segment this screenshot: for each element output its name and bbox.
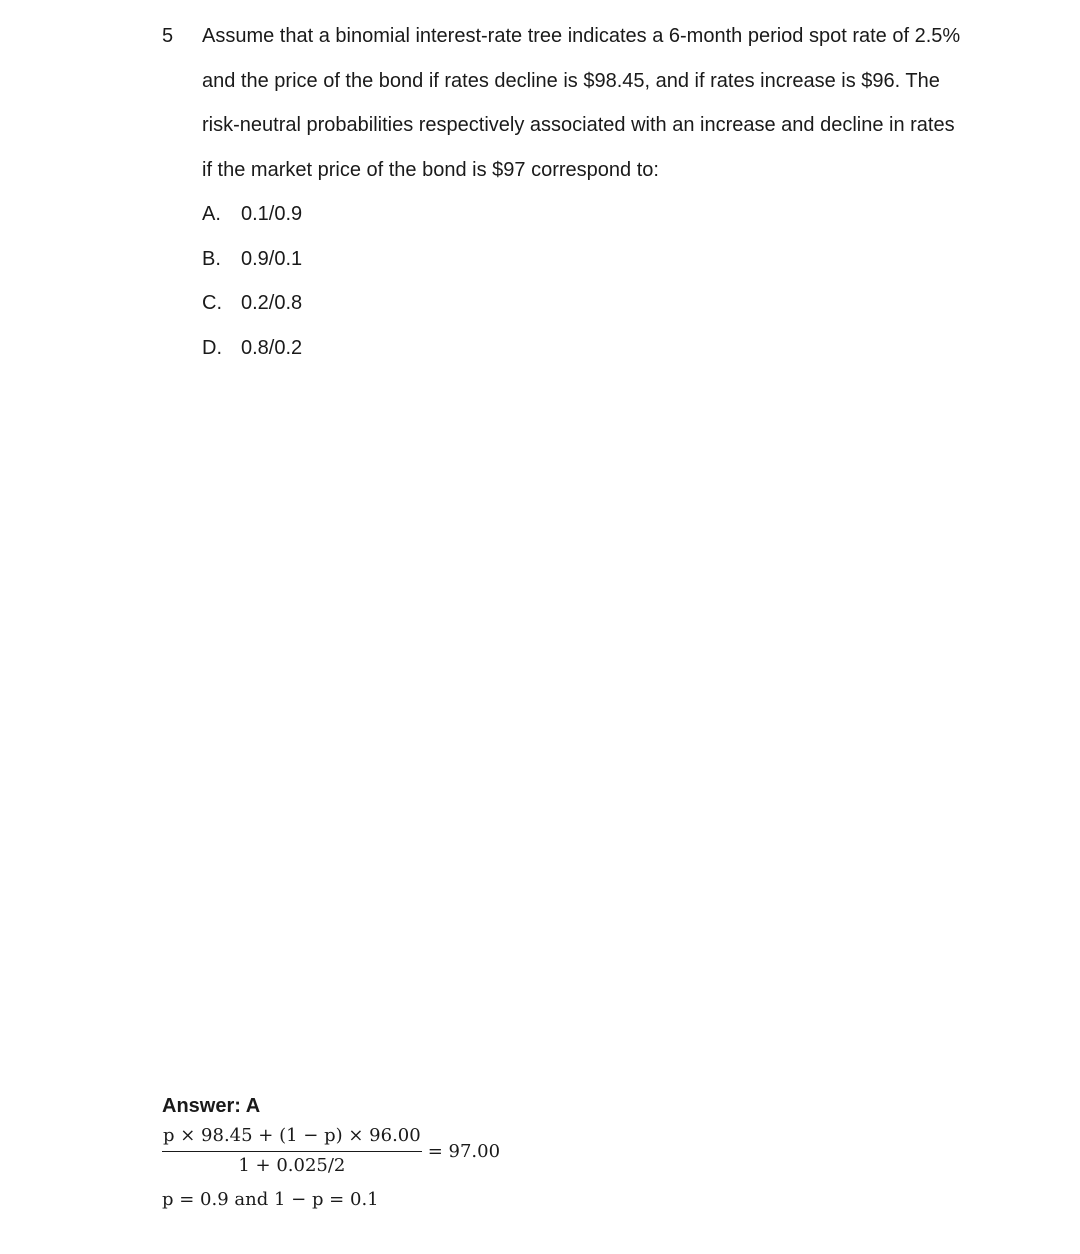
- option-c: [202, 291, 302, 336]
- option-letter: D.: [202, 336, 222, 359]
- question-text: [202, 24, 1002, 202]
- answer-solution: p = 0.9 and 1 − p = 0.1: [162, 1189, 379, 1210]
- question-line: risk-neutral probabilities respectively associated with an increase and decline in rates: [202, 114, 955, 136]
- question-line: and the price of the bond if rates decline is $98.45, and if rates increase is $96. The: [202, 69, 940, 92]
- formula-result: = 97.00: [427, 1140, 501, 1162]
- option-d: [202, 336, 302, 381]
- answer-label: Answer: A: [162, 1095, 261, 1117]
- formula-numerator: p × 98.45 + (1 − p) × 96.00: [162, 1124, 422, 1152]
- question-number: 5: [162, 25, 174, 47]
- option-text: 0.1/0.9: [241, 203, 303, 225]
- answer-formula: [162, 1124, 500, 1178]
- option-a: [202, 202, 302, 247]
- question-line: if the market price of the bond is $97 correspond to:: [202, 158, 659, 181]
- option-b: [202, 247, 302, 292]
- option-text: 0.2/0.8: [241, 292, 303, 314]
- question-line: Assume that a binomial interest-rate tree indicates a 6-month period spot rate of 2.5%: [202, 25, 961, 47]
- formula-fraction: [162, 1124, 422, 1178]
- option-text: 0.9/0.1: [241, 247, 303, 270]
- option-letter: A.: [202, 203, 221, 225]
- answer-options: [202, 202, 302, 380]
- option-letter: C.: [202, 292, 222, 314]
- option-letter: B.: [202, 247, 221, 270]
- formula-denominator: 1 + 0.025/2: [238, 1155, 346, 1176]
- option-text: 0.8/0.2: [241, 336, 303, 359]
